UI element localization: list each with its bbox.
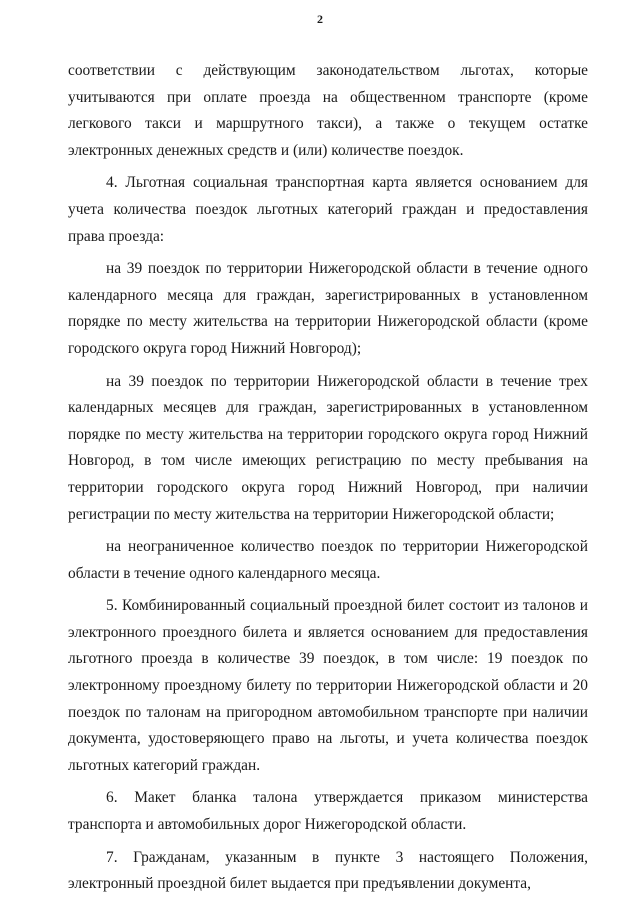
paragraph-item-4-a: на 39 поездок по территории Нижегородской области в течение одного календарного месяца для граждан, зарегистрированных в установленном порядке по месту жительства на территории Нижегородской области (кроме городского округа город Нижний Новгород); — [68, 260, 588, 357]
paragraph-item-4-b: на 39 поездок по территории Нижегородской области в течение трех календарных месяцев для граждан, зарегистрированных в установленном порядке по месту жительства на территории городского округа город Нижний Новгород, в том числе имеющих регистрацию по месту пребывания на территории городского округа город Нижний Новгород, при наличии регистрации по месту жительства на территории Нижегородской области; — [68, 372, 588, 523]
paragraph-item-6: 6. Макет бланка талона утверждается приказом министерства транспорта и автомобильных дорог Нижегородской области. — [68, 789, 588, 834]
paragraph-item-5: 5. Комбинированный социальный проездной билет состоит из талонов и электронного проездного билета и является основанием для предоставления льготного проезда в количестве 39 поездок, в том числе: 19 поездок по электронному проездному билету по территории Нижегородской области и 20 поездок по талонам на пригородном автомобильном транспорте при наличии документа, удостоверяющего право на льготы, и учета количества поездок льготных категорий граждан. — [68, 597, 588, 774]
paragraph-item-4-c: на неограниченное количество поездок по территории Нижегородской области в течение одного календарного месяца. — [68, 538, 588, 582]
paragraph-item-4: 4. Льготная социальная транспортная карта является основанием для учета количества поездок льготных категорий граждан и предоставления права проезда: — [68, 174, 588, 245]
paragraph-item-7: 7. Гражданам, указанным в пункте 3 настоящего Положения, электронный проездной билет выдается при предъявлении документа, — [68, 848, 588, 893]
page-number: 2 — [317, 12, 323, 26]
document-body — [68, 58, 588, 898]
paragraph-continuation: соответствии с действующим законодательством льготах, которые учитываются при оплате проезда на общественном транспорте (кроме легкового такси и маршрутного такси), а также о текущем остатке электронных денежных средств и (или) количестве поездок. — [68, 62, 588, 159]
